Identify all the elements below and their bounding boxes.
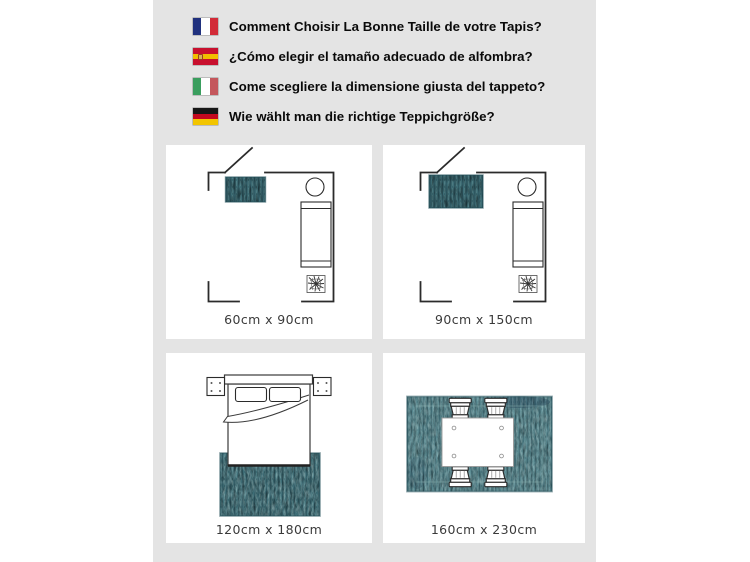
infographic-background xyxy=(153,0,596,562)
nightstand-left xyxy=(207,378,225,396)
size-panel-160x230 xyxy=(383,353,585,543)
language-row-german xyxy=(193,108,545,125)
pillow-right xyxy=(270,388,301,402)
chair-bottom-right xyxy=(485,467,507,487)
chair-bottom-left xyxy=(449,467,471,487)
bedroom-floorplan-small-rug xyxy=(166,145,372,307)
headline-italian: Come scegliere la dimensione giusta del tappeto? xyxy=(229,79,546,94)
spain-flag-icon xyxy=(193,48,218,65)
size-panel-90x150 xyxy=(383,145,585,339)
spain-crest-icon xyxy=(198,54,203,61)
size-label: 60cm x 90cm xyxy=(224,312,314,327)
table-peg xyxy=(452,426,456,430)
bedroom-floorplan-medium-rug xyxy=(383,145,585,307)
germany-flag-icon xyxy=(193,108,218,125)
language-row-spanish xyxy=(193,48,545,65)
size-label: 90cm x 150cm xyxy=(434,312,533,327)
size-panel-120x180 xyxy=(166,353,372,543)
table-peg xyxy=(500,454,504,458)
rug xyxy=(429,175,483,208)
size-panel-60x90 xyxy=(166,145,372,339)
nightstand-right xyxy=(314,378,332,396)
headline-german: Wie wählt man die richtige Teppichgröße? xyxy=(229,109,495,124)
italy-flag-icon xyxy=(193,78,218,95)
headline-spanish: ¿Cómo elegir el tamaño adecuado de alfombra? xyxy=(229,49,533,64)
france-flag-icon xyxy=(193,18,218,35)
chair-top-right xyxy=(485,398,507,418)
chair-top-left xyxy=(449,398,471,418)
rug xyxy=(226,177,266,202)
language-row-italian xyxy=(193,78,545,95)
room-outline xyxy=(421,148,546,302)
bed xyxy=(224,375,313,466)
dining-table-on-rug xyxy=(383,353,585,519)
dining-table xyxy=(442,418,514,467)
headline-french: Comment Choisir La Bonne Taille de votre Tapis? xyxy=(229,19,542,34)
pillow-left xyxy=(236,388,267,402)
room-outline xyxy=(209,148,334,302)
size-label: 160cm x 230cm xyxy=(430,522,538,537)
headboard xyxy=(225,375,313,384)
double-bed-over-rug xyxy=(166,353,372,519)
table-peg xyxy=(452,454,456,458)
size-label: 120cm x 180cm xyxy=(215,522,323,537)
language-row-french xyxy=(193,18,545,35)
header xyxy=(193,18,545,138)
table-peg xyxy=(500,426,504,430)
